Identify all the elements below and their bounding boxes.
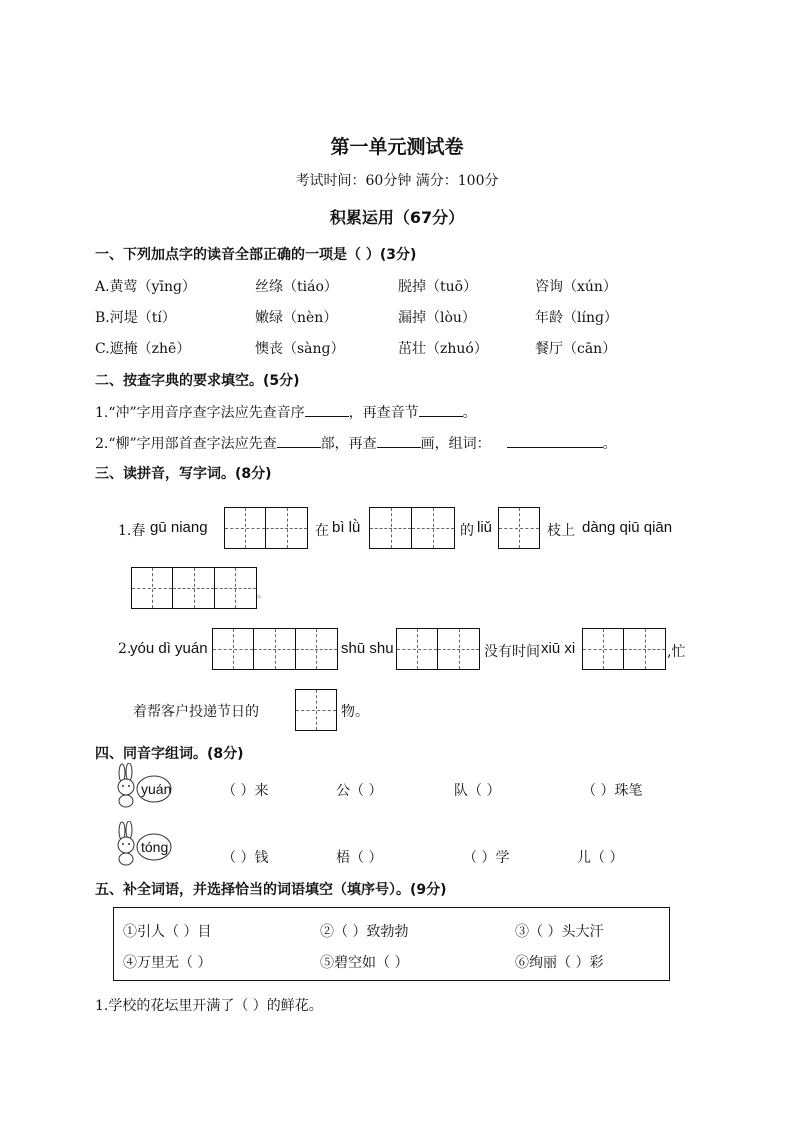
q4-word: 梧（ ） (336, 850, 383, 866)
q2-line-2 (95, 433, 617, 453)
q1-option-c-2: 懊丧（sànɡ） (255, 341, 345, 357)
q3-text: 在 (315, 523, 329, 539)
answer-blank[interactable] (419, 402, 463, 417)
exam-info: 考试时间：60分钟 满分：100分 (295, 173, 499, 189)
answer-blank[interactable] (305, 402, 349, 417)
q3-text: 1.春 (118, 523, 146, 539)
q3-text: 物。 (341, 704, 369, 720)
question-4-title: 四、同音字组词。(8分) (95, 746, 244, 762)
q1-option-c-4: 餐厅（cān） (535, 341, 617, 357)
pinyin: gū niang (150, 519, 208, 536)
answer-blank[interactable] (277, 433, 321, 448)
q1-option-a-2: 丝绦（tiáo） (255, 279, 338, 295)
question-2-title: 二、按查字典的要求填空。(5分) (95, 373, 300, 389)
q2-l2-text-c: 画，组词： (420, 436, 491, 452)
q2-line-1 (95, 402, 477, 422)
q3-text: 的 (460, 523, 474, 539)
writing-grid[interactable] (212, 628, 338, 670)
pinyin-bubble: tóng (141, 839, 169, 855)
q2-l2-text-d: 。 (602, 436, 617, 452)
q1-option-a-3: 脱掉（tuō） (398, 279, 478, 295)
section-title: 积累运用（67分） (329, 208, 465, 227)
pinyin: dàng qiū qiān (582, 519, 673, 536)
pinyin: xiū xi (541, 640, 576, 657)
writing-grid[interactable] (295, 689, 337, 731)
question-3-title: 三、读拼音，写字词。(8分) (95, 466, 272, 482)
q3-text: 2. (118, 641, 132, 657)
q1-option-b-2: 嫩绿（nèn） (255, 310, 338, 326)
q3-text: ,忙 (667, 644, 686, 660)
q1-option-c-1: C.遮掩（zhē） (95, 341, 191, 357)
q1-option-c-3: 茁壮（zhuó） (398, 341, 488, 357)
q2-l1-text-b: ，再查音节 (348, 405, 419, 421)
answer-blank[interactable] (507, 433, 603, 448)
q4-word: （ ）珠笔 (582, 783, 643, 799)
q4-word: 儿（ ） (577, 850, 624, 866)
q1-option-a-4: 咨询（xún） (535, 279, 617, 295)
question-5-title: 五、补全词语，并选择恰当的词语填空（填序号）。(9分) (95, 882, 447, 898)
q4-word: 队（ ） (454, 783, 501, 799)
q5-sentence-1: 1.学校的花坛里开满了（ ）的鲜花。 (95, 998, 323, 1014)
writing-grid[interactable] (131, 567, 257, 609)
answer-blank[interactable] (377, 433, 421, 448)
q1-option-a-1: A.黄莺（yīnɡ） (95, 279, 196, 295)
q4-word: （ ）钱 (222, 850, 269, 866)
writing-grid[interactable] (224, 507, 308, 549)
idiom-item: ②（ ）致勃勃 (320, 924, 409, 940)
q2-l2-text-a: 2.“柳”字用部首查字法应先查 (95, 436, 277, 452)
writing-grid[interactable] (582, 628, 666, 670)
writing-grid[interactable] (498, 507, 540, 549)
q3-text: 着帮客户投递节日的 (133, 704, 259, 720)
q2-l1-text-c: 。 (462, 405, 477, 421)
q4-word: 公（ ） (336, 783, 383, 799)
writing-grid[interactable] (396, 628, 480, 670)
idiom-item: ⑤碧空如（ ） (320, 955, 409, 971)
idiom-item: ③（ ）头大汗 (515, 924, 604, 940)
q2-l1-text-a: 1.“冲”字用音序查字法应先查音序 (95, 405, 305, 421)
period-mark: 。 (257, 587, 268, 600)
q3-text: 没有时间 (484, 644, 540, 660)
q1-option-b-1: B.河堤（tí） (95, 310, 176, 326)
q4-word: （ ）学 (463, 850, 510, 866)
page-title: 第一单元测试卷 (330, 136, 464, 158)
pinyin: yóu dì yuán (130, 640, 208, 657)
idiom-item: ①引人（ ）目 (123, 924, 212, 940)
question-1-title: 一、下列加点字的读音全部正确的一项是（ ）(3分) (95, 247, 417, 263)
idiom-item: ⑥绚丽（ ）彩 (515, 955, 604, 971)
q1-option-b-3: 漏掉（lòu） (398, 310, 476, 326)
q2-l2-text-b: 部，再查 (320, 436, 377, 452)
q4-word: （ ）来 (222, 783, 269, 799)
q1-option-b-4: 年龄（línɡ） (535, 310, 618, 326)
pinyin: liǔ (477, 519, 493, 536)
idiom-item: ④万里无（ ） (123, 955, 212, 971)
writing-grid[interactable] (369, 507, 455, 549)
pinyin: shū shu (341, 640, 394, 657)
q3-text: 枝上 (547, 523, 575, 539)
pinyin-bubble: yuán (141, 781, 172, 797)
pinyin: bì lǜ (332, 519, 361, 536)
